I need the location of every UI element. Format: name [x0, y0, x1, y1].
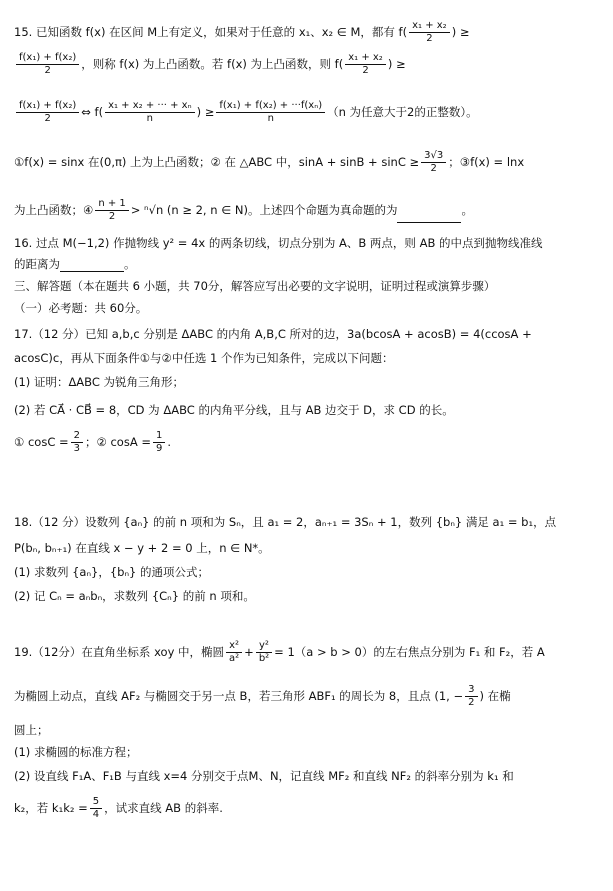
q19-text-6: k₂，若 k₁k₂ = — [14, 801, 88, 815]
q17-cond-2: ；② cosA = — [85, 435, 151, 449]
q17-line-1: 17.（12 分）已知 a,b,c 分别是 ΔABC 的内角 A,B,C 所对的边，3a(bcosA + acosB) = 4(ccosA + — [14, 327, 532, 341]
q18-line-4: (2) 记 Cₙ = aₙbₙ，求数列 {Cₙ} 的前 n 项和。 — [14, 589, 255, 603]
q15-fraction-8: $\frac{n + 1}{2}$ — [95, 198, 128, 223]
q16-text-2: 的距离为 — [14, 257, 60, 271]
q16-line-1: 16. 过点 M(−1,2) 作抛物线 y² = 4x 的两条切线，切点分别为 A、B 两点，则 AB 的中点到抛物线准线 — [14, 236, 543, 250]
q15-text-5-end: 。 — [461, 203, 473, 217]
q19-line-1 — [14, 640, 545, 665]
q18-line-3: (1) 求数列 {aₙ}，{bₙ} 的通项公式； — [14, 565, 210, 579]
section-subtitle: （一）必考题：共 60分。 — [14, 301, 148, 315]
q19-plus: + — [244, 645, 254, 659]
q15-text-5: 为上凸函数；④ — [14, 203, 94, 217]
q19-fraction-y: $\frac{\text{y²}}{\text{b²}}$ — [256, 640, 272, 665]
section-title: 三、解答题（本在题共 6 小题，共 70分，解答应写出必要的文字说明，证明过程或演算步骤） — [14, 279, 496, 293]
q15-text-4: ①f(x) = sinx 在(0,π) 上为上凸函数；② 在 △ABC 中，sinA + sinB + sinC ≥ — [14, 155, 420, 169]
q17-fraction-1: $\frac{2}{3}$ — [71, 430, 83, 455]
q17-line-4: (2) 若 CA⃗ · CB⃗ = 8，CD 为 ΔABC 的内角平分线，且与 AB 边交于 D，求 CD 的长。 — [14, 403, 454, 417]
q19-line-3: 圆上； — [14, 723, 49, 737]
q19-text-1-tail: = 1（a > b > 0）的左右焦点分别为 F₁ 和 F₂，若 A — [274, 645, 545, 659]
q15-fraction-1: $\frac{\text{x₁ + x₂}}{2}$ — [409, 20, 450, 45]
q15-line-4 — [14, 150, 524, 175]
q19-line-5: (2) 设直线 F₁A、F₁B 与直线 x=4 分别交于点M、N，记直线 MF₂ 和直线 NF₂ 的斜率分别为 k₁ 和 — [14, 769, 514, 783]
q15-text-2-tail: ) ≥ — [387, 57, 406, 71]
q16-answer-blank[interactable] — [60, 259, 124, 272]
q15-fraction-7: $\frac{3√3}{2}$ — [421, 150, 446, 175]
q15-answer-blank[interactable] — [397, 210, 461, 223]
q17-line-2: acosC)c，再从下面条件①与②中任选 1 个作为已知条件，完成以下问题： — [14, 351, 394, 365]
q19-fraction-k: $\frac{5}{4}$ — [90, 796, 102, 821]
q15-text-4-tail: ；③f(x) = lnx — [448, 155, 525, 169]
q15-fraction-3: $\frac{\text{x₁ + x₂}}{2}$ — [345, 52, 386, 77]
q17-line-3: (1) 证明：ΔABC 为锐角三角形； — [14, 375, 185, 389]
q15-text-1: 15. 已知函数 f(x) 在区间 M上有定义，如果对于任意的 x₁、x₂ ∈ M，都有 f( — [14, 25, 408, 39]
q15-fraction-4: $\frac{\text{f(x₁) + f(x₂)}}{2}$ — [16, 100, 79, 125]
q18-line-2: P(bₙ, bₙ₊₁) 在直线 x − y + 2 = 0 上，n ∈ N*。 — [14, 541, 270, 555]
q16-text-2-end: 。 — [124, 257, 136, 271]
q15-geq: ) ≥ — [196, 105, 215, 119]
q15-line-2 — [14, 52, 406, 77]
q18-line-1: 18.（12 分）设数列 {aₙ} 的前 n 项和为 Sₙ，且 a₁ = 2，aₙ₊₁ = 3Sₙ + 1，数列 {bₙ} 满足 a₁ = b₁，点 — [14, 515, 557, 529]
q17-fraction-2: $\frac{1}{9}$ — [153, 430, 165, 455]
q15-fraction-6: $\frac{\text{f(x₁) + f(x₂) + ···f(xₙ)}}{n}$ — [216, 100, 325, 125]
q19-line-4: (1) 求椭圆的标准方程； — [14, 745, 138, 759]
q15-equiv: ⇔ f( — [81, 105, 104, 119]
q17-cond-1: ① cosC = — [14, 435, 69, 449]
q15-fraction-5: $\frac{\text{x₁ + x₂ + ··· + xₙ}}{n}$ — [105, 100, 195, 125]
q19-text-2-tail: ) 在椭 — [479, 689, 511, 703]
q15-fraction-2: $\frac{\text{f(x₁) + f(x₂)}}{2}$ — [16, 52, 79, 77]
q19-line-6 — [14, 796, 223, 821]
q15-text-3-tail: （n 为任意大于2的正整数）。 — [327, 105, 478, 119]
q19-text-2: 为椭圆上动点，直线 AF₂ 与椭圆交于另一点 B，若三角形 ABF₁ 的周长为 8，且点 (1, − — [14, 689, 464, 703]
q15-text-2: ，则称 f(x) 为上凸函数。若 f(x) 为上凸函数，则 f( — [81, 57, 344, 71]
q15-line-1 — [14, 20, 469, 45]
q16-line-2 — [14, 256, 136, 272]
q19-line-2 — [14, 684, 511, 709]
q19-fraction-x: $\frac{\text{x²}}{\text{a²}}$ — [226, 640, 242, 665]
q17-line-5 — [14, 430, 171, 455]
q15-text-5-tail: > ⁿ√n (n ≥ 2, n ∈ N)。上述四个命题为真命题的为 — [130, 203, 398, 217]
q15-line-5 — [14, 198, 473, 223]
q19-text-6-tail: ，试求直线 AB 的斜率. — [104, 801, 223, 815]
q15-line-3 — [14, 100, 478, 125]
q17-line-5-end: . — [167, 435, 172, 449]
q19-fraction-point: $\frac{3}{2}$ — [465, 684, 477, 709]
q19-text-1: 19.（12分）在直角坐标系 xoy 中，椭圆 — [14, 645, 225, 659]
q15-text-1-tail: ) ≥ — [451, 25, 470, 39]
